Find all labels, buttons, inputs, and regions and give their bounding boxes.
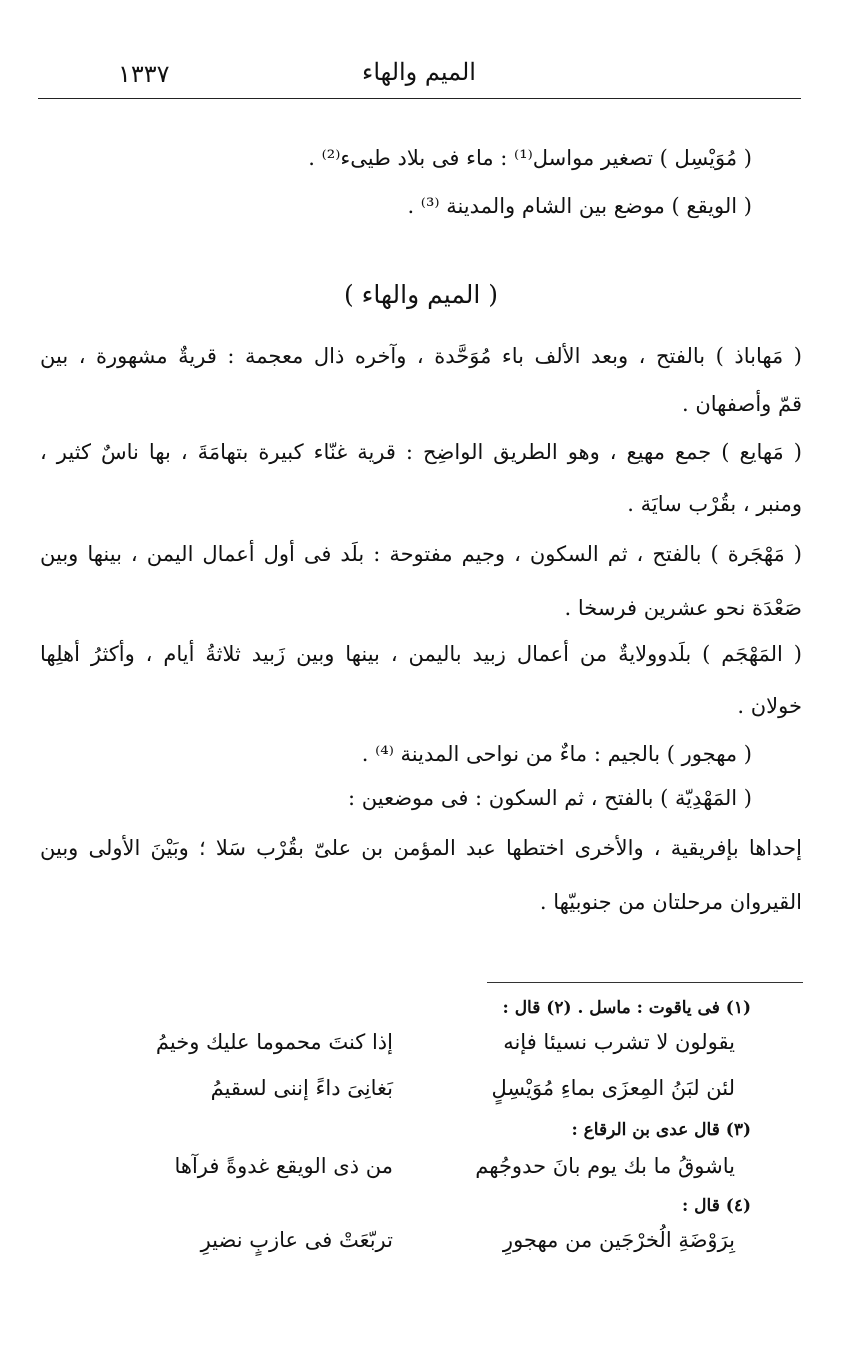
running-head: الميم والهاء bbox=[362, 58, 476, 86]
entry-line: ( مَهاباذ ) بالفتح ، وبعد الألف باء مُوَحَّدة ، وآخره ذال معجمة : قريةٌ مشهورة ، بين bbox=[40, 344, 802, 368]
entry-line: قمّ وأصفهان . bbox=[682, 392, 802, 416]
footnote-1-2: (١) فى ياقوت : ماسل . (٢) قال : bbox=[502, 998, 751, 1018]
verse-hemistich: تربّعَتْ فى عازبٍ نضيرِ bbox=[200, 1228, 393, 1252]
verse-hemistich: لئن لبَنُ المِعزَى بماءِ مُوَيْسِلٍ bbox=[491, 1076, 735, 1100]
section-heading: ( الميم والهاء ) bbox=[343, 280, 499, 309]
verse-hemistich: ياشوقُ ما بك يوم بانَ حدوجُهم bbox=[475, 1154, 735, 1178]
entry-line: خولان . bbox=[737, 694, 802, 718]
entry-line: القيروان مرحلتان من جنوبيّها . bbox=[539, 890, 802, 914]
entry-line: إحداها بإفريقية ، والأخرى اختطها عبد المؤمن بن علىّ بقُرْب سَلا ؛ وبَيْنَ الأولى وبين bbox=[40, 836, 802, 860]
entry-line: ( مَهايع ) جمع مهيع ، وهو الطريق الواضِح : قرية غنّاء كبيرة بتهامَةَ ، بها ناسٌ كثير ، bbox=[40, 440, 802, 464]
verse-hemistich: يقولون لا تشرب نسيئا فإنه bbox=[503, 1030, 735, 1054]
entry-line: ( مهجور ) بالجيم : ماءٌ من نواحى المدينة ⁽⁴⁾ . bbox=[361, 742, 752, 766]
entry-line: صَعْدَة نحو عشرين فرسخا . bbox=[564, 596, 802, 620]
entry-line: ( مَهْجَرة ) بالفتح ، ثم السكون ، وجيم مفتوحة : بلَد فى أول أعمال اليمن ، بينها وبين bbox=[40, 542, 802, 566]
verse-hemistich: بِرَوْضَةِ الُخرْجَين من مهجورِ bbox=[502, 1228, 735, 1252]
entry-line: ( مُوَيْسِل ) تصغير مواسل⁽¹⁾ : ماء فى بلاد طيىء⁽²⁾ . bbox=[308, 146, 752, 170]
footnote-4: (٤) قال : bbox=[681, 1196, 751, 1216]
entry-line: ( الويقع ) موضع بين الشام والمدينة ⁽³⁾ . bbox=[407, 194, 752, 218]
page-number: ١٣٣٧ bbox=[118, 60, 170, 88]
entry-line: ومنبر ، بقُرْب سايَة . bbox=[627, 492, 802, 516]
footnote-3: (٣) قال عدى بن الرقاع : bbox=[571, 1120, 751, 1140]
entry-line: ( المَهْدِيّة ) بالفتح ، ثم السكون : فى موضعين : bbox=[348, 786, 752, 810]
verse-hemistich: بَغانِىَ داءً إننى لسقيمُ bbox=[210, 1076, 393, 1100]
verse-hemistich: إذا كنتَ محموما عليك وخيمُ bbox=[155, 1030, 393, 1054]
entry-line: ( المَهْجَم ) بلَدوولايةٌ من أعمال زبيد باليمن ، بينها وبين زَبيد ثلاثةُ أيام ، وأكثرُ أهلِها bbox=[40, 642, 802, 666]
verse-hemistich: من ذى الويقع غدوةً فرآها bbox=[174, 1154, 393, 1178]
